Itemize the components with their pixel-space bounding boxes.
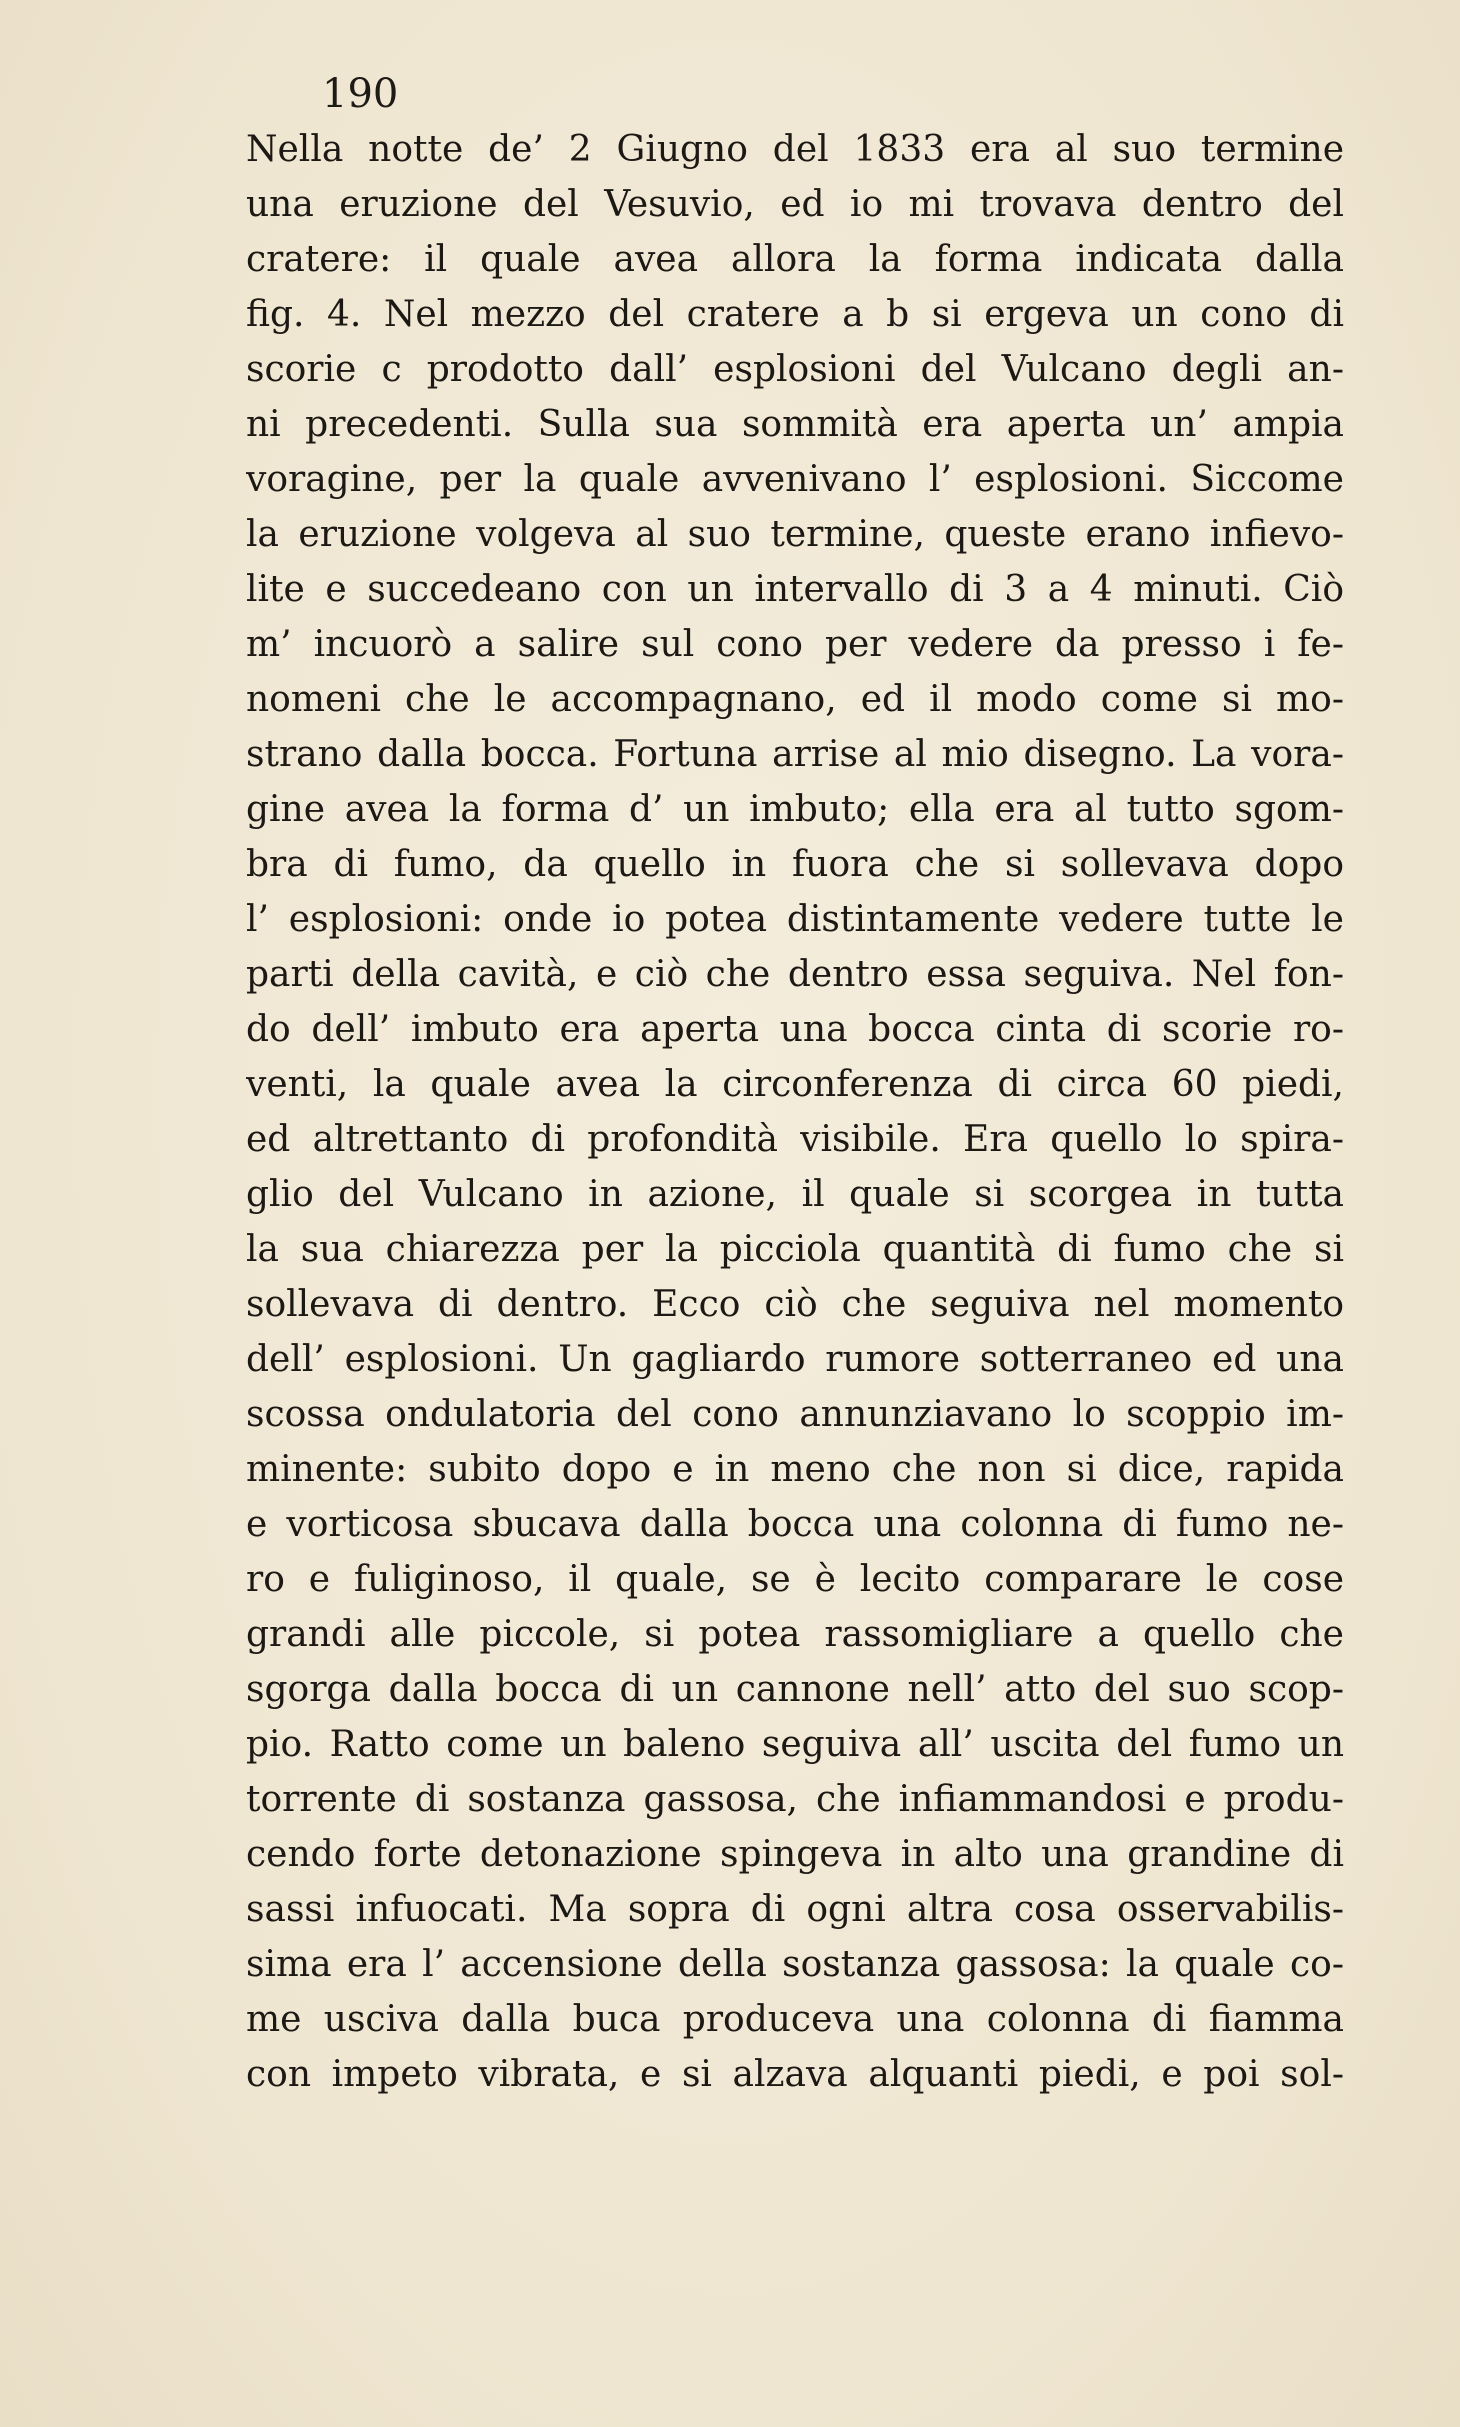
- text-line: una eruzione del Vesuvio, ed io mi trovava dentro del: [246, 184, 1344, 225]
- text-line: venti, la quale avea la circonferenza di circa 60 piedi,: [246, 1064, 1344, 1105]
- text-line: me usciva dalla buca produceva una colonna di fiamma: [246, 1999, 1344, 2040]
- text-line: ed altrettanto di profondità visibile. Era quello lo spira-: [246, 1119, 1344, 1160]
- text-line: la eruzione volgeva al suo termine, queste erano infievo-: [246, 514, 1344, 555]
- text-line: gine avea la forma d’ un imbuto; ella era al tutto sgom-: [246, 789, 1344, 830]
- text-line: Nella notte de’ 2 Giugno del 1833 era al suo termine: [246, 129, 1344, 170]
- text-line: bra di fumo, da quello in fuora che si sollevava dopo: [246, 844, 1344, 885]
- text-line: m’ incuorò a salire sul cono per vedere da presso i fe-: [246, 624, 1344, 665]
- text-line: sollevava di dentro. Ecco ciò che seguiva nel momento: [246, 1284, 1344, 1325]
- text-line: cendo forte detonazione spingeva in alto una grandine di: [246, 1834, 1344, 1875]
- text-line: e vorticosa sbucava dalla bocca una colonna di fumo ne-: [246, 1504, 1344, 1545]
- text-line: la sua chiarezza per la picciola quantità di fumo che si: [246, 1229, 1344, 1270]
- text-line: dell’ esplosioni. Un gagliardo rumore sotterraneo ed una: [246, 1339, 1344, 1380]
- text-line: scossa ondulatoria del cono annunziavano lo scoppio im-: [246, 1394, 1344, 1435]
- text-line: minente: subito dopo e in meno che non si dice, rapida: [246, 1449, 1344, 1490]
- text-line: do dell’ imbuto era aperta una bocca cinta di scorie ro-: [246, 1009, 1344, 1050]
- text-line: parti della cavità, e ciò che dentro essa seguiva. Nel fon-: [246, 954, 1344, 995]
- text-line: ro e fuliginoso, il quale, se è lecito comparare le cose: [246, 1559, 1344, 1600]
- text-line: sassi infuocati. Ma sopra di ogni altra cosa osservabilis-: [246, 1889, 1344, 1930]
- text-line: glio del Vulcano in azione, il quale si scorgea in tutta: [246, 1174, 1344, 1215]
- text-line: con impeto vibrata, e si alzava alquanti piedi, e poi sol-: [246, 2054, 1344, 2095]
- text-line: sima era l’ accensione della sostanza gassosa: la quale co-: [246, 1944, 1344, 1985]
- text-line: scorie c prodotto dall’ esplosioni del Vulcano degli an-: [246, 349, 1344, 390]
- text-line: lite e succedeano con un intervallo di 3 a 4 minuti. Ciò: [246, 569, 1344, 610]
- text-line: grandi alle piccole, si potea rassomigliare a quello che: [246, 1614, 1344, 1655]
- text-line: fig. 4. Nel mezzo del cratere a b si ergeva un cono di: [246, 294, 1344, 335]
- text-line: l’ esplosioni: onde io potea distintamente vedere tutte le: [246, 899, 1344, 940]
- body-text: [246, 122, 1344, 2102]
- text-line: cratere: il quale avea allora la forma indicata dalla: [246, 239, 1344, 280]
- page-number: 190: [322, 71, 399, 117]
- text-line: pio. Ratto come un baleno seguiva all’ uscita del fumo un: [246, 1724, 1344, 1765]
- text-line: strano dalla bocca. Fortuna arrise al mio disegno. La vora-: [246, 734, 1344, 775]
- text-line: sgorga dalla bocca di un cannone nell’ atto del suo scop-: [246, 1669, 1344, 1710]
- text-line: voragine, per la quale avvenivano l’ esplosioni. Siccome: [246, 459, 1344, 500]
- text-line: torrente di sostanza gassosa, che infiammandosi e produ-: [246, 1779, 1344, 1820]
- text-line: ni precedenti. Sulla sua sommità era aperta un’ ampia: [246, 404, 1344, 445]
- text-line: nomeni che le accompagnano, ed il modo come si mo-: [246, 679, 1344, 720]
